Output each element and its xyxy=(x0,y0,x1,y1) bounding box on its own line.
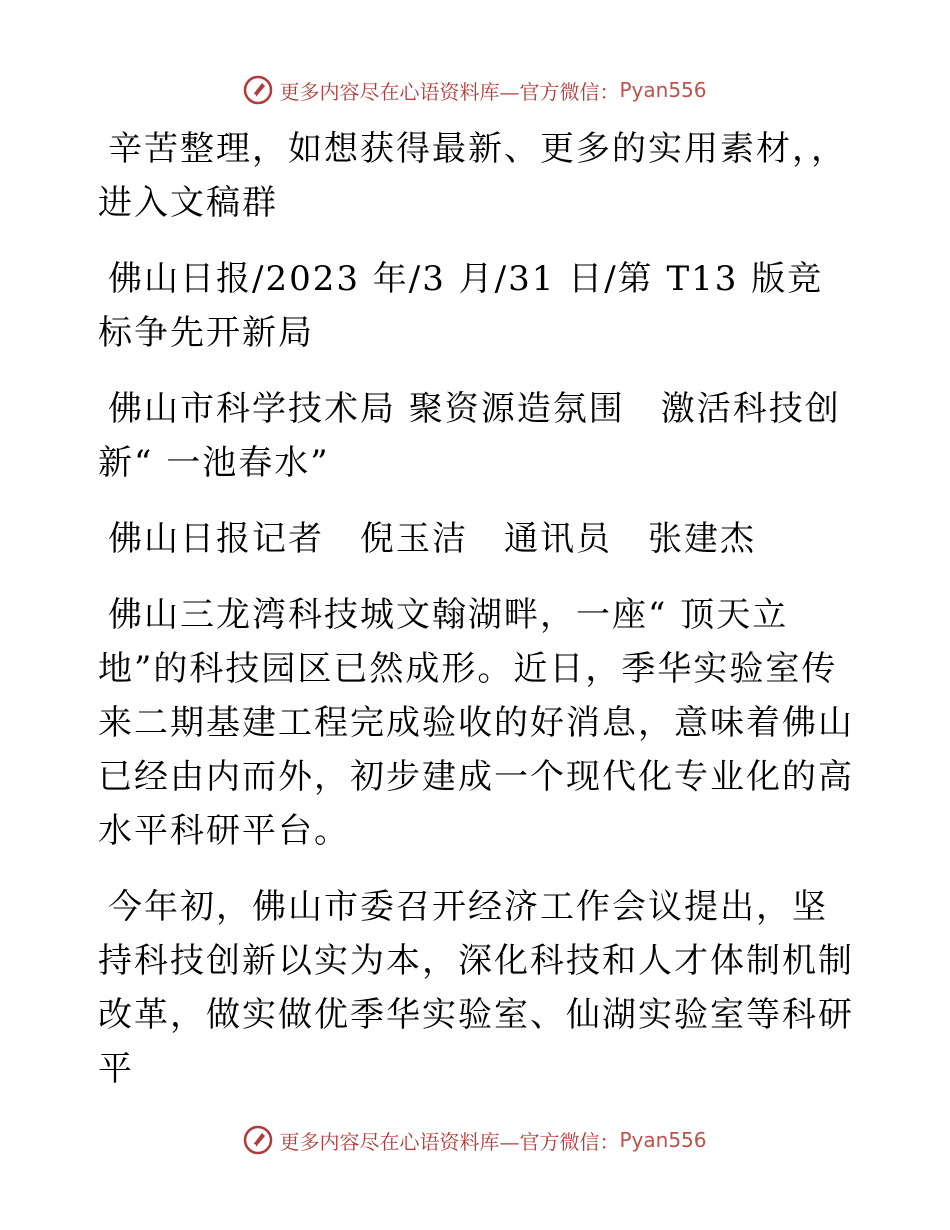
watermark-footer xyxy=(0,1120,950,1160)
paragraph-source-line: 佛山日报/2023 年/3 月/31 日/第 T13 版竞标争先开新局 xyxy=(98,259,824,353)
paragraph-intro-note: 辛苦整理，如想获得最新、更多的实用素材，，进入文稿群 xyxy=(98,129,847,223)
paragraph-byline: 佛山日报记者 倪玉洁 通讯员 张建杰 xyxy=(108,519,756,559)
paragraph-body-2: 今年初，佛山市委召开经济工作会议提出，坚持科技创新以实为本，深化科技和人才体制机制改革，做实做优季华实验室、仙湖实验室等科研平 xyxy=(98,887,854,1089)
watermark-text: 更多内容尽在心语资料库—官方微信： xyxy=(279,1129,620,1154)
watermark-text: 更多内容尽在心语资料库—官方微信： xyxy=(279,79,620,104)
watermark-handle: Pyan556 xyxy=(619,78,707,102)
pen-nib-logo-icon xyxy=(243,75,273,105)
paragraph-article-title: 佛山市科学技术局 聚资源造氛围 激活科技创新“ 一池春水” xyxy=(98,389,841,483)
watermark-handle: Pyan556 xyxy=(619,1128,707,1152)
paragraph-body-1: 佛山三龙湾科技城文翰湖畔，一座“ 顶天立地”的科技园区已然成形。近日，季华实验室传来二期基建工程完成验收的好消息，意味着佛山已经由内而外，初步建成一个现代化专业化的高水平科研平台。 xyxy=(98,595,854,851)
document-body xyxy=(98,122,858,1118)
pen-nib-logo-icon xyxy=(243,1125,273,1155)
watermark-header xyxy=(0,70,950,110)
